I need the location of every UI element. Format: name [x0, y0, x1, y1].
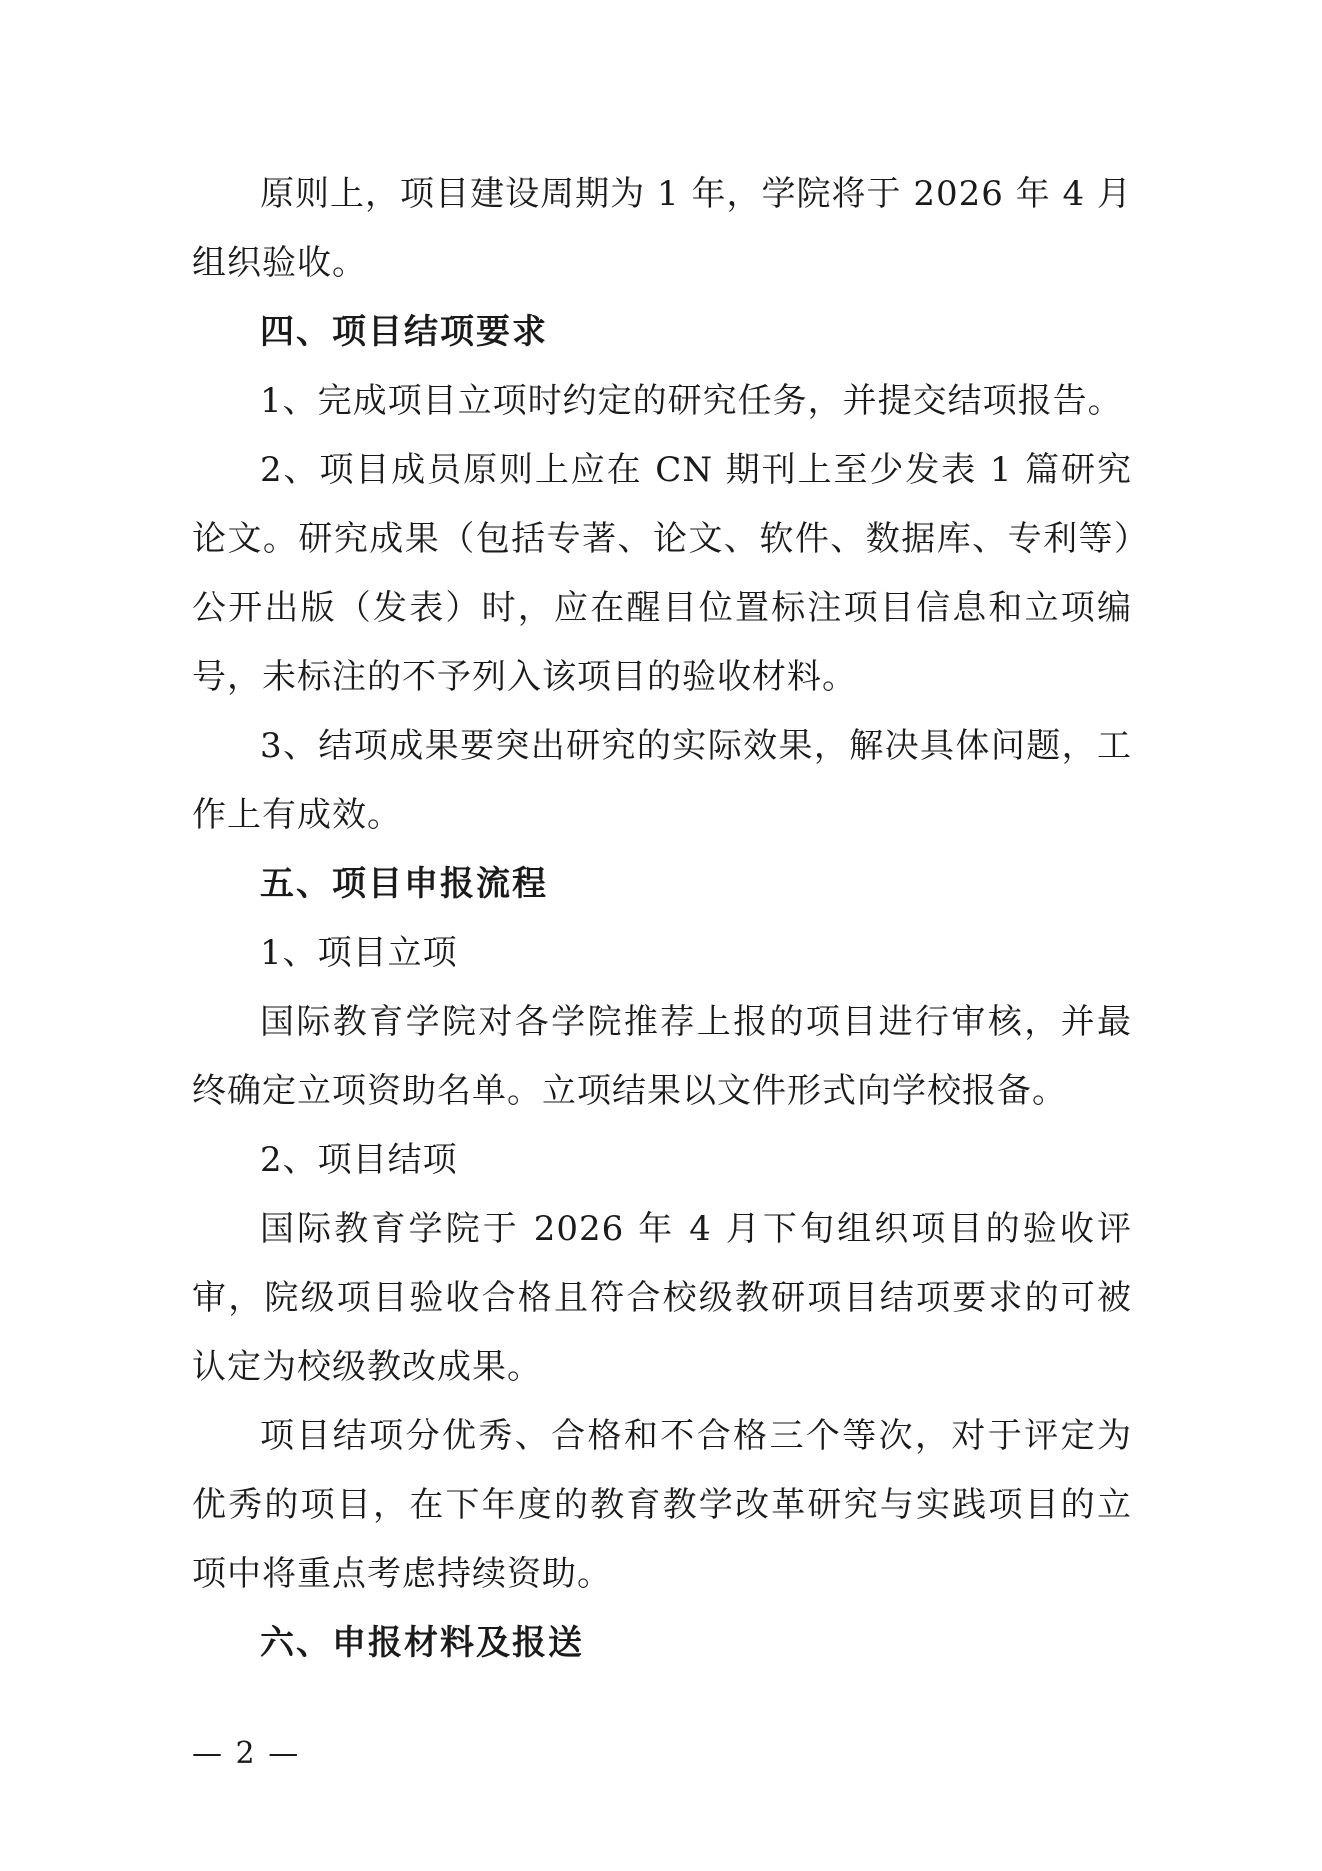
- paragraph-acceptance-schedule: 原则上，项目建设周期为 1 年，学院将于 2026 年 4 月组织验收。: [192, 174, 1132, 283]
- section-heading-completion-requirements: 四、项目结项要求: [260, 312, 548, 352]
- subheading-project-completion: 2、项目结项: [260, 1140, 458, 1180]
- page-number-dash-right: —: [268, 1736, 301, 1771]
- subheading-project-approval: 1、项目立项: [260, 933, 458, 973]
- page-number: 2: [235, 1736, 257, 1771]
- section-heading-application-materials: 六、申报材料及报送: [260, 1623, 584, 1663]
- page-number-dash-left: —: [192, 1736, 224, 1771]
- section-heading-application-process: 五、项目申报流程: [260, 864, 548, 904]
- paragraph-project-approval: 国际教育学院对各学院推荐上报的项目进行审核，并最终确定立项资助名单。立项结果以文件形式向学校报备。: [192, 1002, 1132, 1111]
- paragraph-project-completion: 国际教育学院于 2026 年 4 月下旬组织项目的验收评审，院级项目验收合格且符合校级教研项目结项要求的可被认定为校级教改成果。: [192, 1209, 1132, 1387]
- document-body: [192, 160, 1132, 1678]
- paragraph-requirement-2: 2、项目成员原则上应在 CN 期刊上至少发表 1 篇研究论文。研究成果（包括专著、论文、软件、数据库、专利等）公开出版（发表）时，应在醒目位置标注项目信息和立项编号，未标注的不予列入该项目的验收材料。: [192, 450, 1132, 697]
- paragraph-completion-grades: 项目结项分优秀、合格和不合格三个等次，对于评定为优秀的项目，在下年度的教育教学改革研究与实践项目的立项中将重点考虑持续资助。: [192, 1416, 1132, 1594]
- paragraph-requirement-1: 1、完成项目立项时约定的研究任务，并提交结项报告。: [260, 381, 1123, 421]
- paragraph-requirement-3: 3、结项成果要突出研究的实际效果，解决具体问题，工作上有成效。: [192, 726, 1132, 835]
- page-number-footer: [192, 1736, 300, 1771]
